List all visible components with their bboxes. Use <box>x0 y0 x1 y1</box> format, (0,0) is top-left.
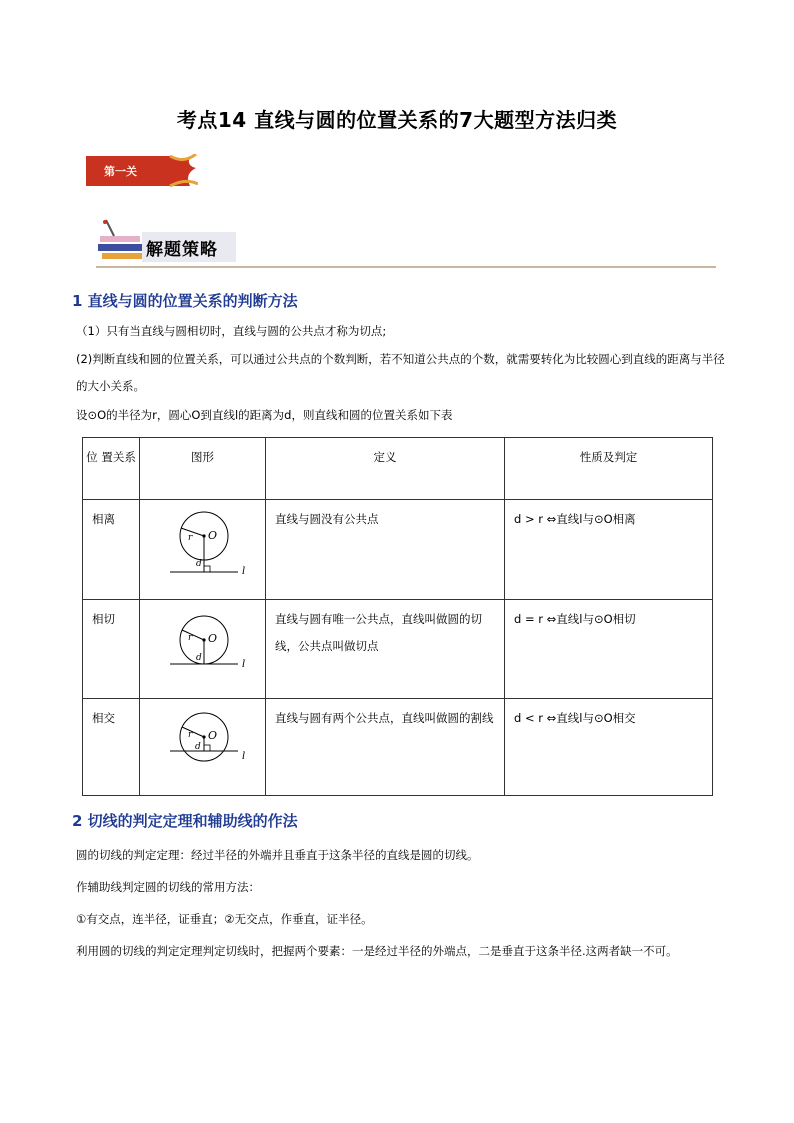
strategy-label: 解题策略 <box>146 240 218 260</box>
label-r: r <box>188 730 193 740</box>
circle-separate-icon <box>168 504 248 594</box>
relation-table <box>82 437 713 796</box>
section2-p4: 利用圆的切线的判定定理判定切线时，把握两个要素：一是经过半径的外端点，二是垂直于这条半径.这两者缺一不可。 <box>76 944 678 958</box>
section1-p2: (2)判断直线和圆的位置关系，可以通过公共点的个数判断，若不知道公共点的个数，就需要转化为比较圆心到直线的距离与半径的大小关系。 <box>76 352 725 393</box>
figure-separate <box>140 500 265 596</box>
label-r: r <box>188 633 193 643</box>
section2-p2: 作辅助线判定圆的切线的常用方法： <box>76 880 260 894</box>
header-relation: 位 置关系 <box>86 450 136 464</box>
figure-tangent <box>140 600 265 696</box>
property-cell: d = r ⇔直线l与⊙O相切 <box>514 612 636 626</box>
definition-cell: 直线与圆没有公共点 <box>275 512 379 526</box>
figure-intersect <box>140 699 265 795</box>
section1-heading: 1 直线与圆的位置关系的判断方法 <box>72 292 298 310</box>
label-o: O <box>208 529 218 542</box>
header-figure: 图形 <box>191 450 214 464</box>
label-l: l <box>242 566 246 577</box>
section2-heading: 2 切线的判定定理和辅助线的作法 <box>72 812 298 830</box>
table-row <box>83 500 713 600</box>
relation-cell: 相离 <box>92 512 115 526</box>
header-property: 性质及判定 <box>579 450 638 464</box>
label-o: O <box>208 729 218 742</box>
banner-label: 第一关 <box>104 165 137 178</box>
definition-cell: 直线与圆有唯一公共点，直线叫做圆的切线，公共点叫做切点 <box>275 612 482 653</box>
section2-p1: 圆的切线的判定定理：经过半径的外端并且垂直于这条半径的直线是圆的切线。 <box>76 848 479 862</box>
header-definition: 定义 <box>373 450 397 464</box>
label-r: r <box>188 533 193 543</box>
relation-cell: 相切 <box>92 612 115 626</box>
page-title: 考点14 直线与圆的位置关系的7大题型方法归类 <box>176 108 618 132</box>
label-d: d <box>195 742 201 752</box>
label-l: l <box>242 751 246 762</box>
section1-p1: （1）只有当直线与圆相切时，直线与圆的公共点才称为切点; <box>76 324 387 338</box>
circle-tangent-icon <box>168 604 248 694</box>
strategy-header <box>96 218 716 274</box>
circle-intersect-icon <box>168 703 248 793</box>
banner-ribbon-icon <box>86 154 198 188</box>
table-row <box>83 699 713 796</box>
definition-cell: 直线与圆有两个公共点，直线叫做圆的割线 <box>275 711 494 725</box>
label-d: d <box>196 559 202 569</box>
section1-p3: 设⊙O的半径为r，圆心O到直线l的距离为d，则直线和圆的位置关系如下表 <box>76 408 453 422</box>
section2-p3: ①有交点，连半径，证垂直；②无交点，作垂直，证半径。 <box>76 912 373 926</box>
label-o: O <box>208 632 218 645</box>
label-d: d <box>196 653 202 663</box>
relation-cell: 相交 <box>92 711 115 725</box>
level-banner <box>86 154 198 188</box>
property-cell: d > r ⇔直线l与⊙O相离 <box>514 512 636 526</box>
label-l: l <box>242 659 246 670</box>
property-cell: d < r ⇔直线l与⊙O相交 <box>514 711 636 725</box>
table-row <box>83 600 713 699</box>
